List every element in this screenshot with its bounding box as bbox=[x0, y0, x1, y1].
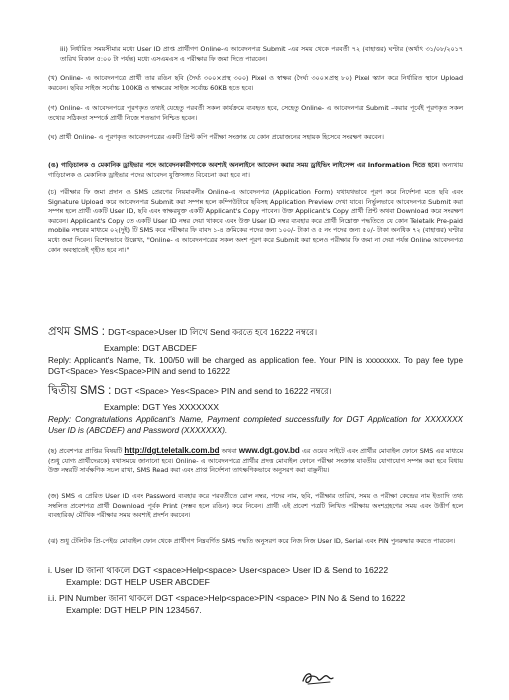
signature-icon bbox=[300, 669, 336, 687]
dgt-website-link[interactable]: www.dgt.gov.bd bbox=[238, 446, 300, 455]
paragraph-iii: iii) নির্ধারিত সময়সীমার মধ্যে User ID প্রাপ্ত প্রার্থীগণ Online-এ আবেদনপত্র Submit -এর সময় থেকে পরবর্তী ৭২ (বাহাত্তর) ঘণ্টার (অর্থাৎ ৩১/০৮/২০১৭ তারিখ বিকাল ৫:০০ টা পর্যন্ত) মধ্যে এসএমএস এ পরীক্ষার ফি জমা দিতে পারবেন। bbox=[60, 45, 463, 63]
second-sms-label: দ্বিতীয় SMS : bbox=[48, 385, 115, 397]
paragraph-cha-mid: অথবা bbox=[219, 447, 239, 455]
first-sms-example: Example: DGT ABCDEF bbox=[104, 343, 197, 353]
paragraph-umo bbox=[48, 161, 463, 180]
second-sms-reply: Reply: Congratulations Applicant's Name, Payment completed successfully for DGT Application for XXXXXXX User ID is (ABCDEF) and Password (XXXXXXX). bbox=[48, 415, 463, 435]
second-sms-code: DGT <Space> Yes<Space> PIN and send to 16222 নম্বরে। bbox=[114, 386, 332, 396]
paragraph-jha: (ঝ) শুধু টেলিটক প্রি-পেইড মোবাইল ফোন থেকে প্রার্থীগণ নিম্নবর্ণিত SMS পদ্ধতি অনুসরণ করে নিজ নিজ User ID, Serial এবং PIN পুনরুদ্ধার করতে পারবেন। bbox=[48, 537, 456, 545]
second-sms-line bbox=[48, 384, 332, 398]
first-sms-line bbox=[48, 325, 317, 339]
recover-user-id-example: Example: DGT HELP USER ABCDEF bbox=[66, 577, 210, 587]
paragraph-ja: (জ) SMS এ প্রেরিত User ID এবং Password ব্যবহার করে পরবর্তীতে রোল নম্বর, পদের নাম, ছবি, পরীক্ষার তারিখ, সময় ও পরীক্ষা কেন্দ্রের নাম ইত্যাদি তথ্য সম্বলিত প্রবেশপত্র প্রার্থী Download পূর্বক Print (সম্ভব হলে রঙিন) করে নিবেন। প্রার্থী এই প্রবেশ পত্রটি লিখিত পরীক্ষায় অংশগ্রহণের সময় এবং উত্তীর্ণ হলে ব্যবহারিক/ মৌখিক পরীক্ষার সময় অবশ্যই প্রদর্শন করবেন। bbox=[48, 492, 463, 520]
first-sms-code: DGT<space>User ID লিখে Send করতে হবে 16222 নম্বরে। bbox=[108, 327, 318, 337]
recover-user-id-line: i. User ID জানা থাকলে DGT <space>Help<space> User<space> User ID & Send to 16222 bbox=[48, 565, 389, 575]
first-sms-reply: Reply: Applicant's Name, Tk. 100/50 will be charged as application fee. Your PIN is xxxxxxxx. To pay fee type DGT<Space> Yes<Space>PIN and send to 16222 bbox=[48, 356, 463, 376]
paragraph-cha-post: এর ওয়েব সাইটে এবং প্রার্থীর মোবাইল ফোনে SMS এর মাধ্যমে (শুধু যোগ্য প্রার্থীদেরকে) যথাসময়ে জানানো হবে। Online- এ আবেদনপত্রে প্রার্থীর প্রদত্ত মোবাইল ফোনে পরীক্ষা সংক্রান্ত যাবতীয় যোগাযোগ সম্পন্ন করা হবে বিধায় উক্ত নম্বরটি সার্বক্ষণিক সচল রাখা, SMS Read করা এবং প্রাপ্ত নির্দেশনা তাৎক্ষণিকভাবে অনুসরণ করা বাঞ্ছনীয়। bbox=[48, 447, 464, 475]
second-sms-example: Example: DGT Yes XXXXXXX bbox=[104, 402, 219, 412]
paragraph-gha: (ঘ) প্রার্থী Online- এ পূরণকৃত আবেদনপত্রের একটি প্রিন্ট কপি পরীক্ষা সংক্রান্ত যে কোন প্রয়োজনের সহায়ক হিসেবে সংরক্ষণ করবেন। bbox=[48, 133, 384, 141]
first-sms-label: প্রথম SMS : bbox=[48, 326, 109, 338]
paragraph-kha: (খ) Online- এ আবেদনপত্রে প্রার্থী তার রঙিন ছবি (দৈর্ঘ্য ৩০০×প্রস্থ ৩০০) Pixel ও স্বাক্ষর (দৈর্ঘ্য ৩০০×প্রস্থ ৮০) Pixel স্ক্যান করে নির্ধারিত স্থানে Upload করবেন। ছবির সাইজ সর্বোচ্চ 100KB ও স্বাক্ষরের সাইজ সর্বোচ্চ 60KB হতে হবে। bbox=[48, 74, 463, 92]
paragraph-cha bbox=[48, 446, 463, 476]
recover-pin-example: Example: DGT HELP PIN 1234567. bbox=[66, 605, 202, 615]
paragraph-umo-rest: অন্যথায় গাড়িচালক ও মেকানিক ড্রাইভার পদের আবেদন যুক্তিসঙ্গত বিবেচনা করা হবে না। bbox=[48, 161, 463, 179]
teletalk-link[interactable]: http://dgt.teletalk.com.bd bbox=[124, 446, 220, 455]
recover-pin-line: i.i. PIN Number জানা থাকলে DGT <space>Help<space>PIN <space> PIN No & Send to 16222 bbox=[48, 593, 406, 603]
paragraph-ga: (গ) Online- এ আবেদনপত্রে পূরণকৃত তথ্যই যেহেতু পরবর্তী সকল কার্যক্রমে ব্যবহৃত হবে, সেহেতু Online- এ আবেদনপত্র Submit –করার পূর্বেই পূরণকৃত সকল তথ্যের সঠিকতা সম্পর্কে প্রার্থী নিজে শতভাগ নিশ্চিত হবেন। bbox=[48, 104, 463, 122]
paragraph-umo-bold: (ঙ) গাড়িচালক ও মেকানিক ড্রাইভার পদে আবেদনকারীগণকে অবশ্যই অনলাইনে আবেদন করার সময় ড্রাইভিং লাইসেন্স এর Information দিতে হবে। bbox=[48, 161, 440, 169]
paragraph-ca: (চ) পরীক্ষার ফি জমা প্রদান ও SMS প্রেরণের নিয়মাবলীঃ Online-এ আবেদনপত্র (Application Form) যথাযথভাবে পূরণ করে নির্দেশনা মতে ছবি এবং Signature Upload করে আবেদনপত্র Submit করা সম্পন্ন হলে কম্পিউটারে ছবিসহ Application Preview দেখা যাবে। নির্ভুলভাবে আবেদনপত্র Submit করা সম্পন্ন হলে প্রার্থী একটি User ID, ছবি এবং স্বাক্ষরযুক্ত একটি Applicant's Copy পাবেন। উক্ত Applicant's Copy প্রার্থী প্রিন্ট অথবা Download করে সংরক্ষণ করবেন। Applicant's Copy তে একটি User ID নম্বর দেয়া থাকবে এবং উক্ত User ID নম্বর ব্যবহার করে প্রার্থী নিম্নোক্ত পদ্ধতিতে যে কোন Teletalk Pre-paid mobile নম্বরের মাধ্যমে ০২(দুই) টি SMS করে পরীক্ষার ফি বাবদ ১-৪ ক্রমিকের পদের জন্য ১০০/- টাকা ও ৫ নং পদের জন্য ৫০/- টাকা অনধিক ৭২ (বাহাত্তর) ঘণ্টার মধ্যে জমা দিবেন। বিশেষভাবে উল্লেখ্য, "Online- এ আবেদনপত্রের সকল অংশ পূরণ করে Submit করা হলেও পরীক্ষার ফি জমা না দেয়া পর্যন্ত Online আবেদনপত্র কোন অবস্থাতেই গৃহীত হবে না।" bbox=[48, 188, 463, 254]
paragraph-cha-prefix: (ছ) প্রবেশপত্র প্রাপ্তির বিষয়টি bbox=[48, 447, 125, 455]
